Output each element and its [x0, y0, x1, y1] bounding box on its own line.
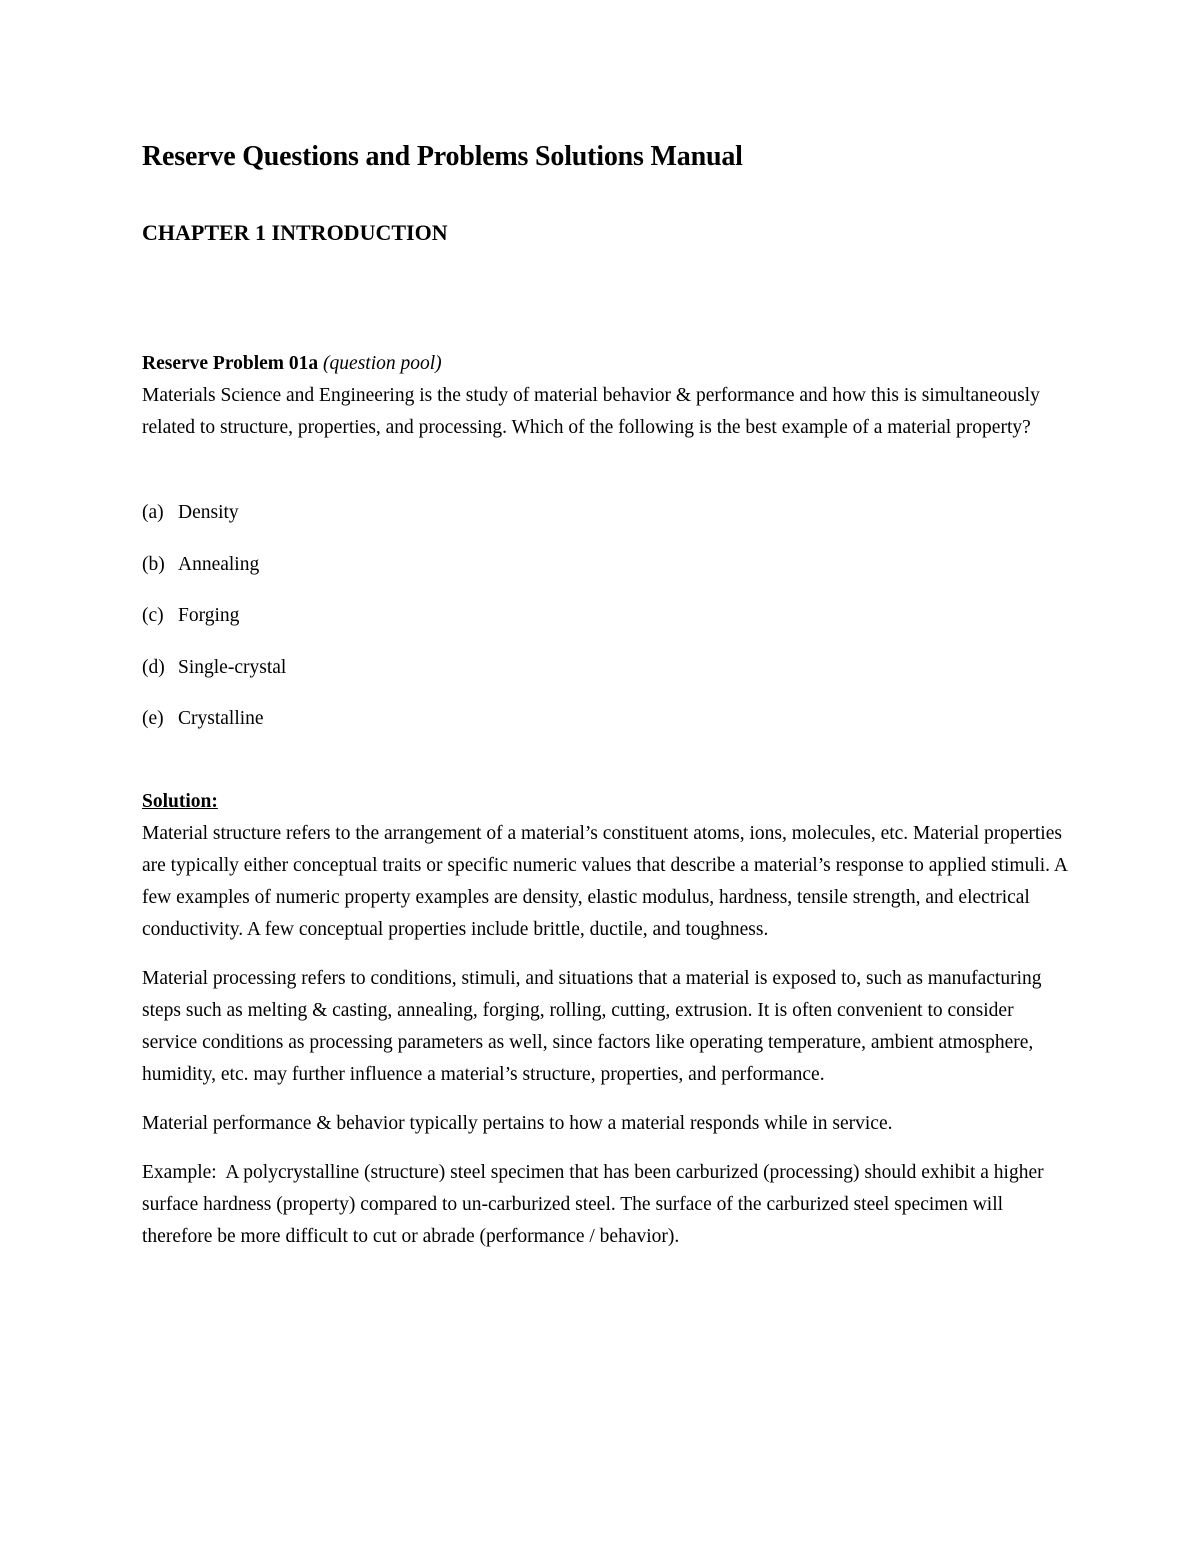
option-text: Single-crystal — [178, 656, 287, 678]
option-item — [142, 652, 286, 704]
answer-options — [142, 497, 286, 755]
problem-statement — [142, 348, 1072, 444]
option-text: Density — [178, 502, 239, 523]
solution-paragraph — [142, 786, 1072, 946]
option-letter: (d) — [142, 656, 165, 678]
option-item — [142, 549, 286, 601]
chapter-heading: CHAPTER 1 INTRODUCTION — [142, 220, 448, 245]
option-letter: (b) — [142, 553, 165, 575]
solution-paragraph: Material performance & behavior typically pertains to how a material responds while in service. — [142, 1113, 893, 1134]
option-letter: (c) — [142, 605, 164, 626]
option-letter: (e) — [142, 708, 164, 729]
solution-block — [142, 786, 1072, 1270]
problem-text: Materials Science and Engineering is the study of material behavior & performance and how this is simultaneously related to structure, properties, and processing. Which of the following is the best example of a material property? — [142, 385, 1040, 438]
option-text: Forging — [178, 605, 240, 626]
solution-paragraph: Material processing refers to conditions, stimuli, and situations that a material is exposed to, such as manufacturing steps such as melting & casting, annealing, forging, rolling, cutting, extrusion. It is often convenient to consider service conditions as processing parameters as well, since factors like operating temperature, ambient atmosphere, humidity, etc. may further influence a material’s structure, properties, and performance. — [142, 968, 1042, 1085]
option-item — [142, 703, 286, 755]
problem-block — [142, 348, 1072, 444]
option-item — [142, 497, 286, 549]
solution-label: Solution: — [142, 791, 218, 812]
problem-label: Reserve Problem 01a — [142, 353, 319, 374]
solution-example: Example: A polycrystalline (structure) steel specimen that has been carburized (processing) should exhibit a higher surface hardness (property) compared to un-carburized steel. The surface of the carburized steel specimen will therefore be more difficult to cut or abrade (performance / behavior). — [142, 1162, 1049, 1247]
option-item — [142, 600, 286, 652]
solution-text: Material structure refers to the arrangement of a material’s constituent atoms, ions, molecules, etc. Material properties are typically either conceptual traits or specific numeric values that describe a material’s response to applied stimuli. A few examples of numeric property examples are density, elastic modulus, hardness, tensile strength, and electrical conductivity. A few conceptual properties include brittle, ductile, and toughness. — [142, 823, 1067, 940]
option-text: Annealing — [178, 553, 260, 575]
option-text: Crystalline — [178, 708, 264, 729]
document-title: Reserve Questions and Problems Solutions Manual — [142, 141, 743, 172]
problem-tag: (question pool) — [323, 353, 442, 374]
option-letter: (a) — [142, 502, 164, 523]
